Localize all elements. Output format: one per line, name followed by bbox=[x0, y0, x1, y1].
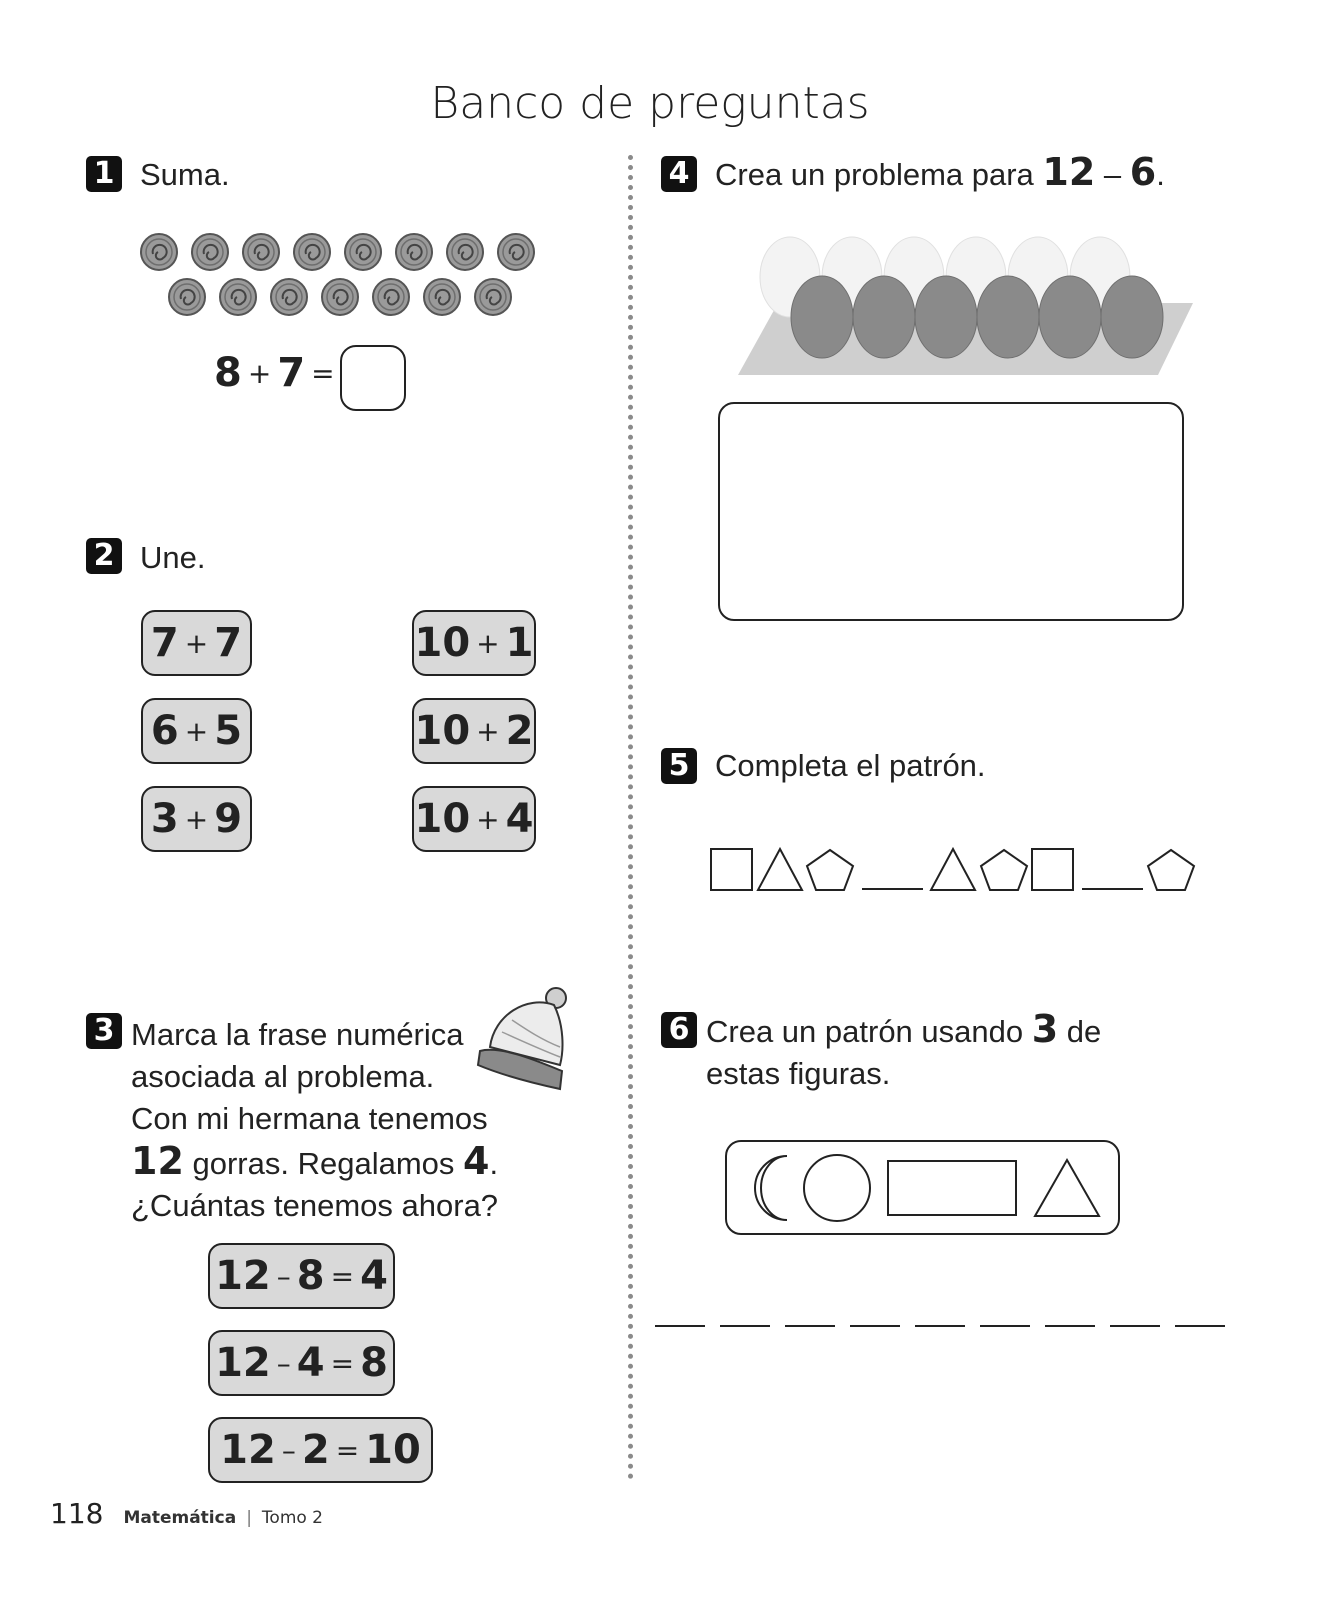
column-divider bbox=[628, 155, 633, 1480]
question-1-number: 1 bbox=[86, 156, 122, 192]
q2-right-item-1[interactable]: 10 + 1 bbox=[412, 610, 536, 676]
q6-line-2: estas figuras. bbox=[706, 1056, 891, 1091]
triangle-icon bbox=[1035, 1160, 1099, 1216]
question-1-prompt: Suma. bbox=[140, 157, 230, 192]
q3-line-5: ¿Cuántas tenemos ahora? bbox=[131, 1188, 499, 1223]
pattern-pentagon-icon bbox=[981, 850, 1027, 890]
page-footer bbox=[50, 1497, 323, 1530]
shapes-set bbox=[725, 1140, 1120, 1235]
question-6-text bbox=[706, 1008, 1101, 1095]
question-5-prompt: Completa el patrón. bbox=[715, 748, 986, 783]
q3-line-1: Marca la frase numérica bbox=[131, 1017, 464, 1052]
page-title: Banco de preguntas bbox=[430, 78, 870, 129]
q3-line-3: Con mi hermana tenemos bbox=[131, 1101, 488, 1136]
q2-left-item-3[interactable]: 3 + 9 bbox=[141, 786, 252, 852]
question-2-prompt: Une. bbox=[140, 540, 206, 575]
q3-option-3[interactable]: 12 – 2 = 10 bbox=[208, 1417, 433, 1483]
rectangle-icon bbox=[888, 1161, 1016, 1215]
pattern-pentagon-icon bbox=[1148, 850, 1194, 890]
q6-blank[interactable] bbox=[785, 1325, 835, 1327]
pattern-sequence bbox=[705, 840, 1200, 900]
q2-left-item-2[interactable]: 6 + 5 bbox=[141, 698, 252, 764]
q1-operator: + bbox=[247, 356, 272, 390]
q6-line-1: Crea un patrón usando 3 de bbox=[706, 1007, 1102, 1051]
coins-illustration bbox=[135, 228, 545, 323]
coin-row-2 bbox=[169, 279, 511, 315]
footer-separator: | bbox=[246, 1508, 252, 1528]
circle-icon bbox=[804, 1155, 870, 1221]
coin-row-1 bbox=[141, 234, 534, 270]
pattern-square-icon bbox=[711, 849, 752, 890]
pattern-pentagon-icon bbox=[807, 850, 853, 890]
pattern-triangle-icon bbox=[758, 849, 802, 890]
q3-line-2: asociada al problema. bbox=[131, 1059, 435, 1094]
crescent-icon bbox=[755, 1156, 787, 1220]
q6-blank[interactable] bbox=[1110, 1325, 1160, 1327]
q1-addend-a: 8 bbox=[214, 350, 242, 396]
q3-line-4: 12 gorras. Regalamos 4. bbox=[131, 1139, 499, 1183]
q6-blank[interactable] bbox=[1175, 1325, 1225, 1327]
q6-blank[interactable] bbox=[655, 1325, 705, 1327]
q6-answer-blanks bbox=[655, 1325, 1233, 1327]
question-2-number: 2 bbox=[86, 538, 122, 574]
q3-option-1[interactable]: 12 – 8 = 4 bbox=[208, 1243, 395, 1309]
q6-blank[interactable] bbox=[1045, 1325, 1095, 1327]
q6-blank[interactable] bbox=[850, 1325, 900, 1327]
question-4-prompt: Crea un problema para 12 – 6. bbox=[715, 150, 1165, 194]
q1-addend-b: 7 bbox=[277, 350, 306, 396]
q1-equals: = bbox=[311, 356, 335, 390]
q4-answer-box[interactable] bbox=[718, 402, 1184, 621]
question-5-number: 5 bbox=[661, 748, 697, 784]
pattern-triangle-icon bbox=[931, 849, 975, 890]
q2-right-item-2[interactable]: 10 + 2 bbox=[412, 698, 536, 764]
pattern-square-icon bbox=[1032, 849, 1073, 890]
q2-right-item-3[interactable]: 10 + 4 bbox=[412, 786, 536, 852]
q6-blank[interactable] bbox=[720, 1325, 770, 1327]
egg-carton-illustration bbox=[738, 235, 1198, 380]
question-3-text bbox=[131, 1014, 498, 1227]
question-6-number: 6 bbox=[661, 1012, 697, 1048]
q6-blank[interactable] bbox=[915, 1325, 965, 1327]
footer-volume: Tomo 2 bbox=[261, 1508, 323, 1528]
q1-equation bbox=[214, 350, 341, 396]
q1-answer-box[interactable] bbox=[340, 345, 406, 411]
footer-subject: Matemática bbox=[123, 1508, 237, 1528]
q2-left-item-1[interactable]: 7 + 7 bbox=[141, 610, 252, 676]
page-number: 118 bbox=[50, 1497, 104, 1530]
q3-option-2[interactable]: 12 – 4 = 8 bbox=[208, 1330, 395, 1396]
winter-hat-illustration bbox=[472, 985, 572, 1095]
question-4-number: 4 bbox=[661, 156, 697, 192]
question-3-number: 3 bbox=[86, 1013, 122, 1049]
q6-blank[interactable] bbox=[980, 1325, 1030, 1327]
